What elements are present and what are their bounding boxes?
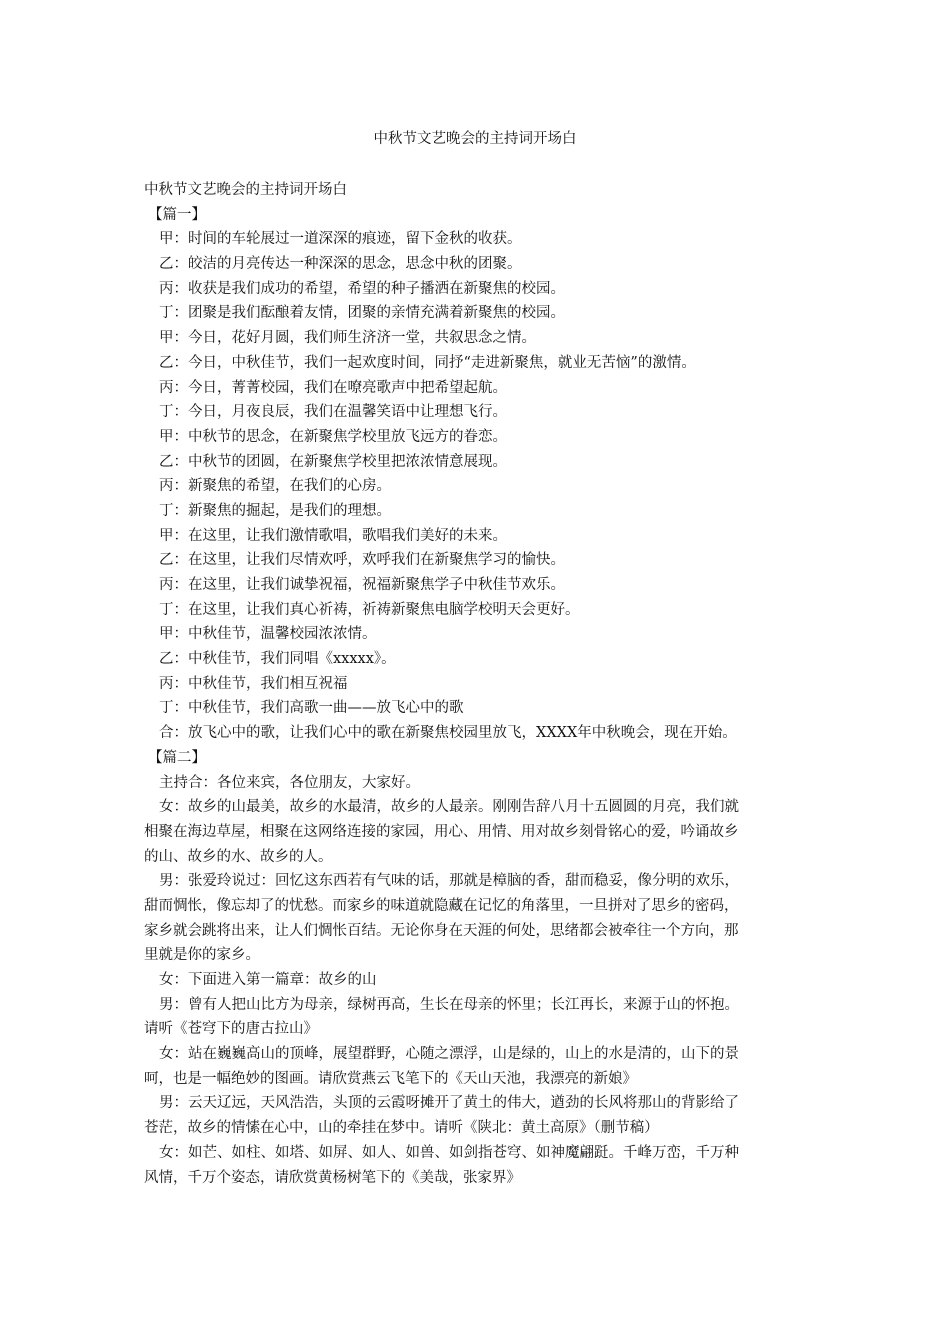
host-greeting: 主持合：各位来宾，各位朋友，大家好。 xyxy=(159,774,420,791)
dialogue-line: 丁：团聚是我们酝酿着友情，团聚的亲情充满着新聚焦的校园。 xyxy=(159,305,565,322)
paragraph-line: 女：下面进入第一篇章：故乡的山 xyxy=(159,972,377,988)
dialogue-line: 甲：在这里，让我们激情歌唱，歌唱我们美好的未来。 xyxy=(159,527,507,544)
dialogue-line: 丙：在这里，让我们诚挚祝福，祝福新聚焦学子中秋佳节欢乐。 xyxy=(159,577,565,593)
paragraph-line: 男：云天辽远，天风浩浩，头顶的云霞呀摊开了黄土的伟大，遒劲的长风将那山的背影给了 xyxy=(159,1095,739,1112)
dialogue-line: 甲：中秋佳节，温馨校园浓浓情。 xyxy=(159,626,377,643)
paragraph xyxy=(144,869,804,968)
paragraph xyxy=(144,1042,804,1091)
section-1-dialogue xyxy=(144,227,804,745)
paragraph-line: 女：故乡的山最美，故乡的水最清，故乡的人最亲。刚刚告辞八月十五圆圆的月亮，我们就 xyxy=(159,799,739,816)
dialogue-line: 丁：新聚焦的掘起，是我们的理想。 xyxy=(159,502,391,519)
paragraph-line: 相聚在海边草屋，相聚在这网络连接的家园，用心、用情、用对故乡刻骨铭心的爱，吟诵故乡 xyxy=(144,823,739,840)
dialogue-line: 丙：今日，菁菁校园，我们在嘹亮歌声中把希望起航。 xyxy=(159,379,507,396)
paragraph-line: 里就是你的家乡。 xyxy=(144,947,260,964)
paragraph-line: 的山、故乡的水、故乡的人。 xyxy=(144,848,333,865)
paragraph xyxy=(144,1091,804,1140)
paragraph-line: 女：如芒、如柱、如塔、如屏、如人、如兽、如剑指苍穹、如神魔翩跹。千峰万峦，千万种 xyxy=(159,1144,739,1161)
paragraph-line: 苍茫，故乡的情愫在心中，山的牵挂在梦中。请听《陕北：黄土高原》（删节稿） xyxy=(144,1120,659,1137)
dialogue-line: 乙：在这里，让我们尽情欢呼，欢呼我们在新聚焦学习的愉快。 xyxy=(159,552,565,569)
paragraph xyxy=(144,795,804,869)
paragraph-line: 风情，千万个姿态，请欣赏黄杨树笔下的《美哉，张家界》 xyxy=(144,1169,521,1186)
paragraph-line: 家乡就会跳将出来，让人们惆怅百结。无论你身在天涯的何处，思绪都会被牵往一个方向，那 xyxy=(144,922,739,939)
dialogue-line: 合：放飞心中的歌，让我们心中的歌在新聚焦校园里放飞，XXXX年中秋晚会，现在开始。 xyxy=(159,725,737,742)
dialogue-line: 丁：今日，月夜良辰，我们在温馨笑语中让理想飞行。 xyxy=(159,404,507,421)
dialogue-line: 乙：今日，中秋佳节，我们一起欢度时间，同抒“走进新聚焦，就业无苦恼”的激情。 xyxy=(159,354,696,371)
dialogue-line: 乙：中秋佳节，我们同唱《xxxxx》。 xyxy=(159,651,396,668)
paragraph-line: 女：站在巍巍高山的顶峰，展望群野，心随之漂浮，山是绿的，山上的水是清的，山下的景 xyxy=(159,1046,739,1063)
dialogue-line: 甲：时间的车轮展过一道深深的痕迹，留下金秋的收获。 xyxy=(159,231,522,248)
dialogue-line: 甲：中秋节的思念，在新聚焦学校里放飞远方的眷恋。 xyxy=(159,428,507,445)
paragraph xyxy=(144,993,804,1042)
paragraph xyxy=(144,968,804,993)
paragraph-line: 男：张爱玲说过：回忆这东西若有气味的话，那就是樟脑的香，甜而稳妥，像分明的欢乐， xyxy=(159,873,739,890)
dialogue-line: 丁：在这里，让我们真心祈祷，祈祷新聚焦电脑学校明天会更好。 xyxy=(159,601,580,618)
section-2-dialogue xyxy=(144,795,804,1190)
document-title: 中秋节文艺晚会的主持词开场白 xyxy=(373,131,577,147)
section-heading-1: 【篇一】 xyxy=(148,206,206,223)
section-heading-2: 【篇二】 xyxy=(148,749,206,766)
document-body xyxy=(144,178,804,1190)
dialogue-line: 丙：中秋佳节，我们相互祝福 xyxy=(159,675,348,692)
paragraph-line: 呵，也是一幅绝妙的图画。请欣赏燕云飞笔下的《天山天池，我漂亮的新娘》 xyxy=(144,1070,637,1087)
paragraph-line: 甜而惆怅，像忘却了的忧愁。而家乡的味道就隐藏在记忆的角落里，一旦拼对了思乡的密码， xyxy=(144,897,739,914)
dialogue-line: 丙：收获是我们成功的希望，希望的种子播洒在新聚焦的校园。 xyxy=(159,280,565,297)
dialogue-line: 乙：中秋节的团圆，在新聚焦学校里把浓浓情意展现。 xyxy=(159,453,507,470)
document-subtitle: 中秋节文艺晚会的主持词开场白 xyxy=(144,182,347,198)
paragraph-line: 请听《苍穹下的唐古拉山》 xyxy=(144,1021,318,1038)
dialogue-line: 丙：新聚焦的希望，在我们的心房。 xyxy=(159,478,391,495)
paragraph xyxy=(144,1141,804,1190)
dialogue-line: 乙：皎洁的月亮传达一种深深的思念，思念中秋的团聚。 xyxy=(159,256,522,273)
dialogue-line: 丁：中秋佳节，我们高歌一曲——放飞心中的歌 xyxy=(159,700,464,717)
dialogue-line: 甲：今日，花好月圆，我们师生济济一堂，共叙思念之情。 xyxy=(159,330,536,347)
paragraph-line: 男：曾有人把山比方为母亲，绿树再高，生长在母亲的怀里；长江再长，来源于山的怀抱。 xyxy=(159,996,739,1013)
